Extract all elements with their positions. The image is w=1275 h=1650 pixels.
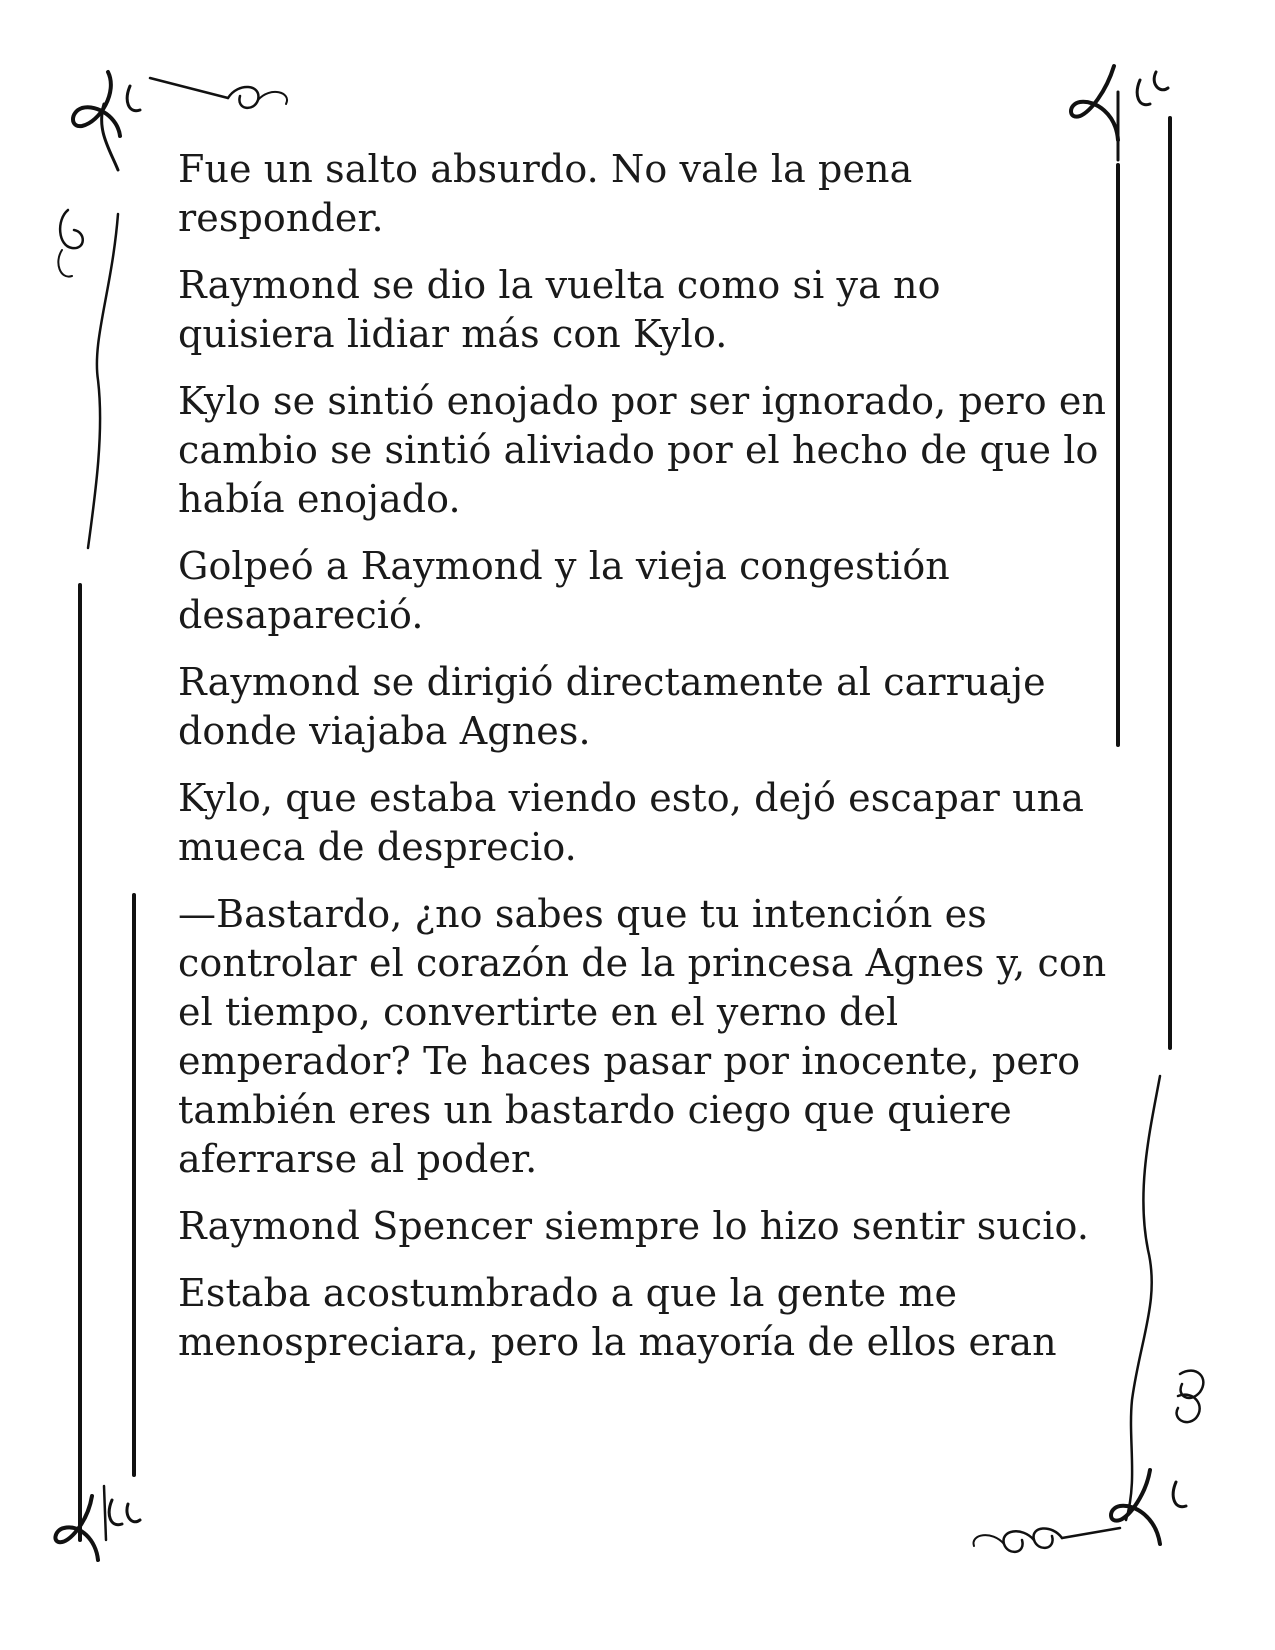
paragraph: —Bastardo, ¿no sabes que tu intención es controlar el corazón de la princesa Agnes y, con el tiempo, convertirte en el yerno del emperador? Te haces pasar por inocente, pero también eres un bastardo ciego que quiere aferrarse al poder. xyxy=(178,892,1107,1181)
paragraph: Kylo, que estaba viendo esto, dejó escapar una mueca de desprecio. xyxy=(178,776,1085,869)
flourish-bottom-right xyxy=(974,1470,1186,1552)
paragraph: Raymond Spencer siempre lo hizo sentir sucio. xyxy=(178,1204,1090,1248)
flourish-bottom-left xyxy=(55,1486,140,1560)
paragraph: Estaba acostumbrado a que la gente me menospreciara, pero la mayoría de ellos eran xyxy=(178,1271,1057,1364)
paragraph: Fue un salto absurdo. No vale la pena responder. xyxy=(178,147,913,240)
document-text xyxy=(178,145,1108,1385)
paragraph: Raymond se dio la vuelta como si ya no quisiera lidiar más con Kylo. xyxy=(178,263,941,356)
paragraph: Kylo se sintió enojado por ser ignorado, pero en cambio se sintió aliviado por el hecho de que lo había enojado. xyxy=(178,379,1107,521)
paragraph: Raymond se dirigió directamente al carruaje donde viajaba Agnes. xyxy=(178,660,1046,753)
flourish-right-swash xyxy=(1126,1076,1203,1520)
paragraph: Golpeó a Raymond y la vieja congestión desapareció. xyxy=(178,544,950,637)
